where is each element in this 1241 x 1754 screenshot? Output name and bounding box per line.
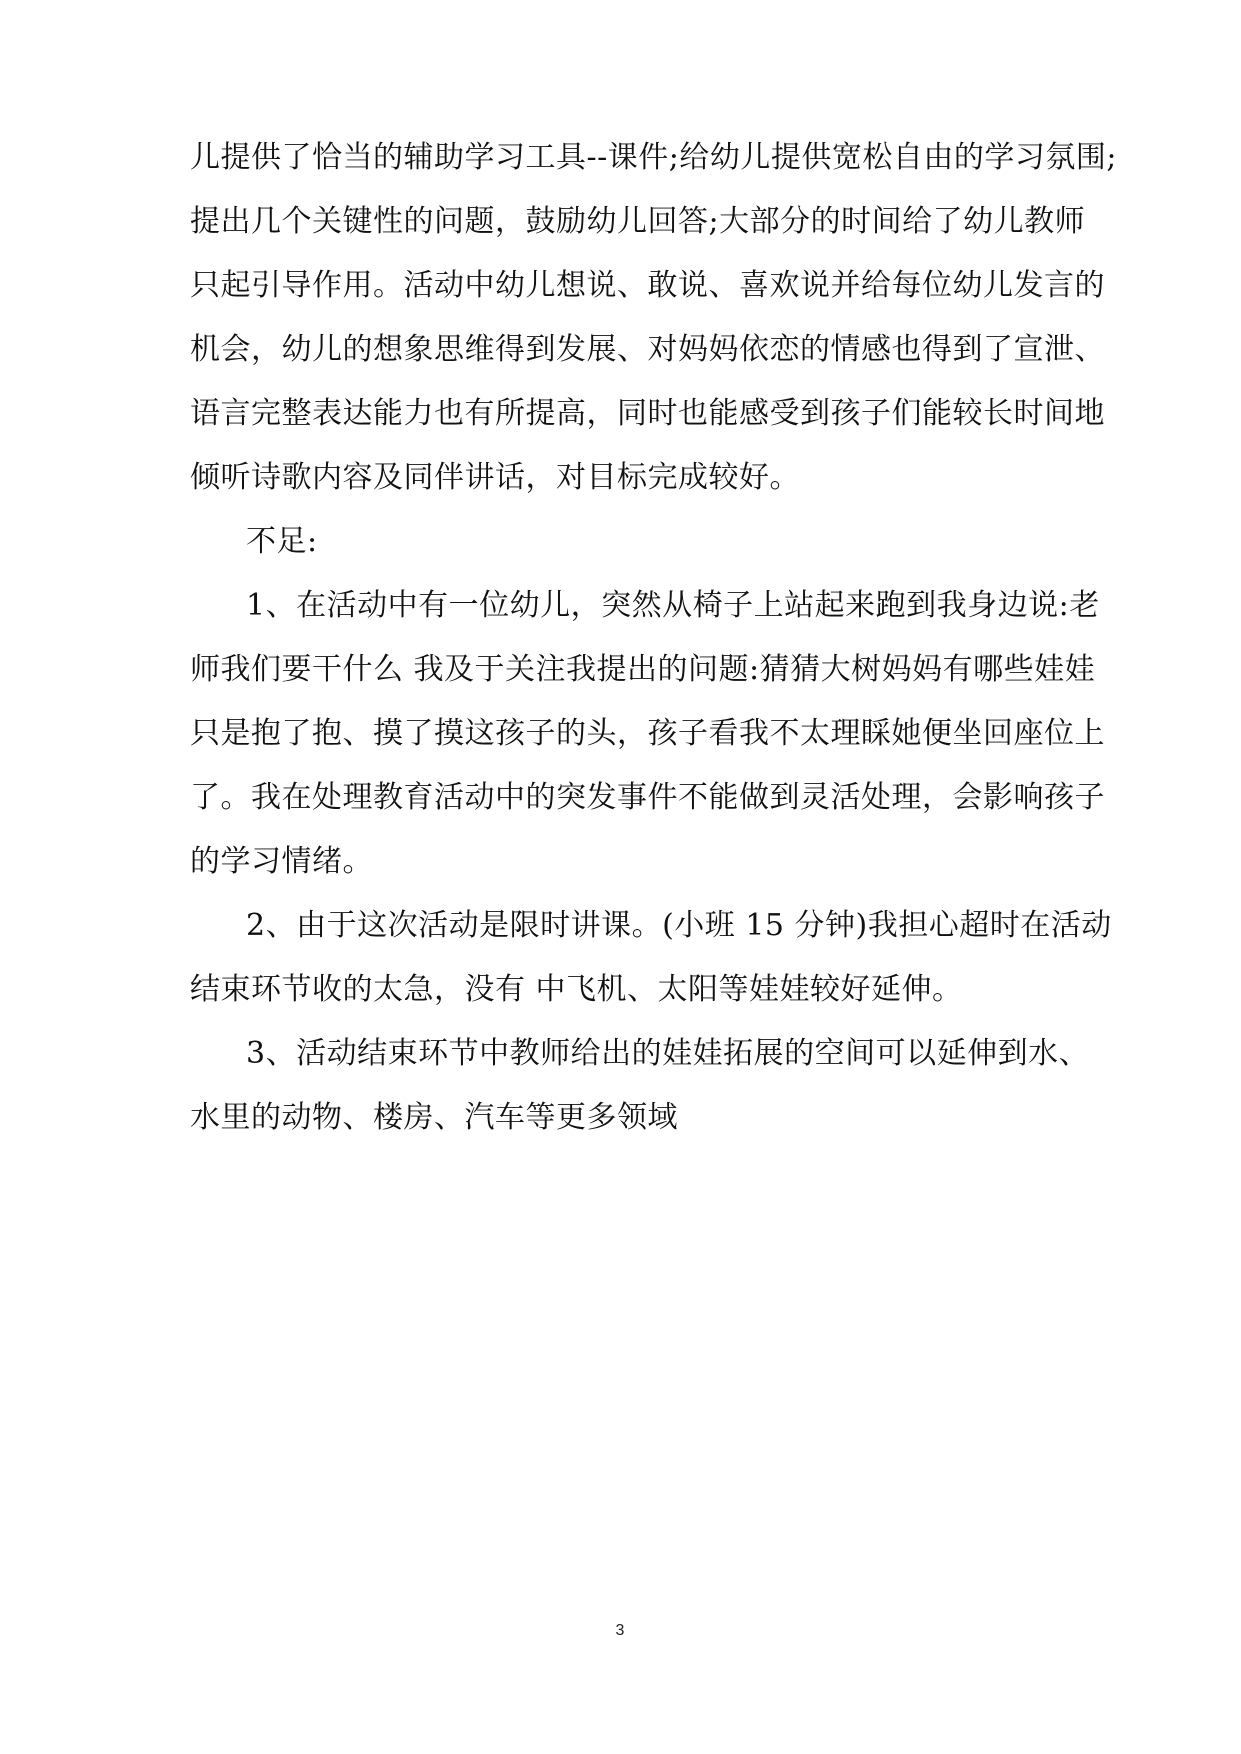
page-number: 3 (615, 1622, 625, 1639)
text-line: 只是抱了抱、摸了摸这孩子的头，孩子看我不太理睬她便坐回座位上 (190, 716, 1105, 751)
text-line: 的学习情绪。 (190, 844, 373, 879)
text-line: 师我们要干什么 我及于关注我提出的问题:猜猜大树妈妈有哪些娃娃 (190, 652, 1096, 687)
text-line: 语言完整表达能力也有所提高，同时也能感受到孩子们能较长时间地 (190, 396, 1105, 431)
text-line: 提出几个关键性的问题，鼓励幼儿回答;大部分的时间给了幼儿教师 (190, 204, 1086, 239)
text-line: 只起引导作用。活动中幼儿想说、敢说、喜欢说并给每位幼儿发言的 (190, 268, 1105, 303)
section-heading: 不足: (246, 524, 318, 559)
list-item-start: 3、活动结束环节中教师给出的娃娃拓展的空间可以延伸到水、 (246, 1036, 1090, 1071)
list-item-start: 2、由于这次活动是限时讲课。(小班 15 分钟)我担心超时在活动 (246, 908, 1112, 943)
text-line: 水里的动物、楼房、汽车等更多领域 (190, 1100, 678, 1135)
list-item-start: 1、在活动中有一位幼儿，突然从椅子上站起来跑到我身边说:老 (246, 588, 1100, 623)
text-line: 儿提供了恰当的辅助学习工具--课件;给幼儿提供宽松自由的学习氛围; (190, 140, 1117, 175)
text-line: 结束环节收的太急，没有 中飞机、太阳等娃娃较好延伸。 (190, 972, 963, 1007)
text-line: 倾听诗歌内容及同伴讲话，对目标完成较好。 (190, 460, 800, 495)
text-line: 机会，幼儿的想象思维得到发展、对妈妈依恋的情感也得到了宣泄、 (190, 332, 1105, 367)
text-line: 了。我在处理教育活动中的突发事件不能做到灵活处理，会影响孩子 (190, 780, 1105, 815)
